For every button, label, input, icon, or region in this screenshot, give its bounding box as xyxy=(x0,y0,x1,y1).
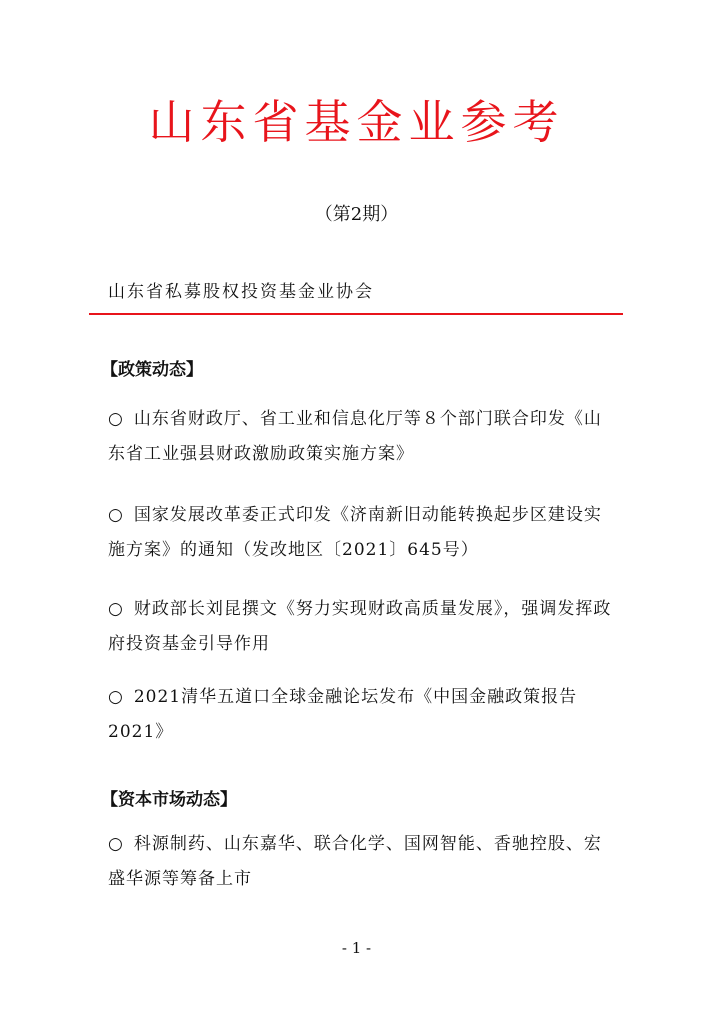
issue-number: （第2期） xyxy=(314,204,399,225)
list-item-text: 科源制药、山东嘉华、联合化学、国网智能、香驰控股、宏盛华源等筹备上市 xyxy=(108,834,602,889)
circle-bullet-icon: ○ xyxy=(108,409,124,429)
circle-bullet-icon: ○ xyxy=(108,599,124,619)
publisher-name: 山东省私募股权投资基金业协会 xyxy=(108,282,374,302)
list-item xyxy=(108,592,618,662)
header-divider xyxy=(89,313,623,315)
list-item xyxy=(108,498,618,568)
section-heading-capital-market: 【资本市场动态】 xyxy=(101,790,237,810)
list-item xyxy=(108,827,618,897)
list-item-text: 国家发展改革委正式印发《济南新旧动能转换起步区建设实施方案》的通知（发改地区〔2021〕645号） xyxy=(108,505,602,560)
circle-bullet-icon: ○ xyxy=(108,505,124,525)
list-item xyxy=(108,680,618,750)
list-item-text: 财政部长刘昆撰文《努力实现财政高质量发展》，强调发挥政府投资基金引导作用 xyxy=(108,599,612,654)
circle-bullet-icon: ○ xyxy=(108,687,124,707)
list-item-text: 2021清华五道口全球金融论坛发布《中国金融政策报告2021》 xyxy=(108,687,578,742)
circle-bullet-icon: ○ xyxy=(108,834,124,854)
section-heading-policy: 【政策动态】 xyxy=(101,360,203,380)
list-item-text: 山东省财政厅、省工业和信息化厅等８个部门联合印发《山东省工业强县财政激励政策实施方案》 xyxy=(108,409,602,464)
list-item xyxy=(108,402,618,472)
masthead-title: 山东省基金业参考 xyxy=(148,95,565,149)
page-number: - 1 - xyxy=(341,939,372,957)
